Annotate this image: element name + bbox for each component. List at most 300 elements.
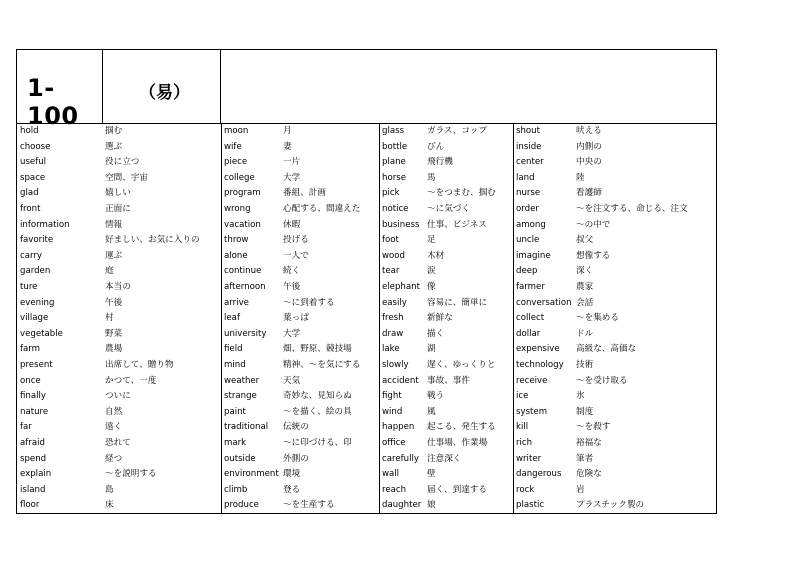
word-row bbox=[513, 296, 718, 312]
japanese-meaning: 看護師 bbox=[576, 188, 602, 199]
word-row bbox=[221, 483, 379, 499]
english-word: office bbox=[382, 438, 406, 448]
japanese-meaning: 嬉しい bbox=[105, 188, 131, 199]
english-word: field bbox=[224, 344, 243, 355]
word-row bbox=[513, 280, 718, 296]
english-word: glad bbox=[20, 188, 39, 199]
japanese-meaning: 一片 bbox=[283, 157, 301, 168]
japanese-meaning: 岩 bbox=[576, 484, 585, 495]
english-word: far bbox=[20, 422, 32, 433]
word-row bbox=[221, 405, 379, 421]
word-row bbox=[221, 140, 379, 156]
japanese-meaning: 飛行機 bbox=[427, 157, 453, 168]
word-row bbox=[221, 280, 379, 296]
word-row bbox=[513, 498, 718, 514]
english-word: village bbox=[20, 313, 49, 324]
english-word: vacation bbox=[224, 219, 261, 230]
word-row bbox=[17, 342, 221, 358]
english-word: spend bbox=[20, 453, 47, 464]
word-row bbox=[379, 124, 513, 140]
english-word: mind bbox=[224, 360, 246, 370]
english-word: wrong bbox=[224, 204, 251, 214]
japanese-meaning: かつて、一度 bbox=[105, 375, 157, 386]
english-word: produce bbox=[224, 500, 259, 511]
japanese-meaning: 起こる、発生する bbox=[427, 422, 496, 433]
word-row bbox=[17, 171, 221, 187]
japanese-meaning: 選ぶ bbox=[105, 141, 123, 152]
word-row bbox=[379, 405, 513, 421]
word-row bbox=[379, 389, 513, 405]
word-row bbox=[513, 311, 718, 327]
word-row bbox=[513, 202, 718, 218]
english-word: throw bbox=[224, 235, 249, 246]
word-row bbox=[221, 249, 379, 265]
japanese-meaning: 壁 bbox=[427, 469, 436, 480]
word-row bbox=[221, 311, 379, 327]
japanese-meaning: 伝統の bbox=[283, 422, 309, 433]
english-word: uncle bbox=[516, 235, 540, 246]
word-row bbox=[221, 327, 379, 343]
english-word: leaf bbox=[224, 313, 240, 324]
word-row bbox=[513, 405, 718, 421]
word-row bbox=[221, 296, 379, 312]
word-row bbox=[17, 249, 221, 265]
english-word: bottle bbox=[382, 141, 408, 152]
japanese-meaning: ～に気づく bbox=[427, 204, 470, 214]
english-word: hold bbox=[20, 126, 39, 136]
english-word: evening bbox=[20, 297, 55, 308]
japanese-meaning: 描く bbox=[427, 328, 445, 339]
vocabulary-sheet bbox=[16, 49, 717, 514]
english-word: ice bbox=[516, 391, 529, 402]
word-row bbox=[379, 498, 513, 514]
english-word: nature bbox=[20, 406, 49, 417]
english-word: imagine bbox=[516, 250, 551, 261]
english-word: carefully bbox=[382, 453, 419, 464]
japanese-meaning: 大学 bbox=[283, 328, 301, 339]
english-word: collect bbox=[516, 313, 545, 324]
japanese-meaning: 島 bbox=[105, 484, 114, 495]
word-row bbox=[17, 311, 221, 327]
english-word: notice bbox=[382, 204, 409, 214]
english-word: afternoon bbox=[224, 282, 266, 292]
english-word: horse bbox=[382, 172, 407, 183]
english-word: system bbox=[516, 406, 548, 417]
word-row bbox=[17, 155, 221, 171]
word-row bbox=[17, 358, 221, 374]
english-word: environment bbox=[224, 469, 279, 480]
word-row bbox=[513, 186, 718, 202]
english-word: wall bbox=[382, 469, 400, 480]
word-row bbox=[17, 374, 221, 390]
english-word: draw bbox=[382, 328, 404, 339]
word-row bbox=[513, 420, 718, 436]
japanese-meaning: 運ぶ bbox=[105, 250, 123, 261]
english-word: daughter bbox=[382, 500, 422, 511]
japanese-meaning: 想像する bbox=[576, 250, 611, 261]
word-row bbox=[379, 452, 513, 468]
japanese-meaning: ～を描く、絵の具 bbox=[283, 406, 352, 417]
japanese-meaning: 湖 bbox=[427, 344, 436, 355]
english-word: moon bbox=[224, 126, 249, 136]
japanese-meaning: 大学 bbox=[283, 172, 301, 183]
word-row bbox=[221, 124, 379, 140]
japanese-meaning: びん bbox=[427, 141, 445, 152]
word-row bbox=[221, 389, 379, 405]
english-word: once bbox=[20, 375, 41, 386]
word-row bbox=[221, 342, 379, 358]
english-word: dollar bbox=[516, 328, 541, 339]
english-word: kill bbox=[516, 422, 529, 433]
word-row bbox=[221, 467, 379, 483]
word-row bbox=[221, 264, 379, 280]
japanese-meaning: 自然 bbox=[105, 406, 123, 417]
english-word: university bbox=[224, 328, 267, 339]
english-word: program bbox=[224, 188, 261, 199]
english-word: shout bbox=[516, 126, 540, 136]
word-row bbox=[513, 389, 718, 405]
word-row bbox=[379, 186, 513, 202]
japanese-meaning: 娘 bbox=[427, 500, 436, 511]
english-word: present bbox=[20, 360, 53, 370]
word-row bbox=[379, 342, 513, 358]
word-row bbox=[221, 233, 379, 249]
japanese-meaning: ～を説明する bbox=[105, 469, 157, 480]
japanese-meaning: 深く bbox=[576, 266, 594, 277]
japanese-meaning: 会話 bbox=[576, 297, 594, 308]
word-row bbox=[513, 233, 718, 249]
japanese-meaning: 遅く、ゆっくりと bbox=[427, 360, 496, 370]
word-row bbox=[17, 202, 221, 218]
japanese-meaning: 畑、野原、競技場 bbox=[283, 344, 352, 355]
english-word: favorite bbox=[20, 235, 54, 246]
word-row bbox=[379, 218, 513, 234]
japanese-meaning: 奇妙な、見知らぬ bbox=[283, 391, 352, 402]
japanese-meaning: ガラス、コップ bbox=[427, 126, 487, 136]
word-row bbox=[17, 483, 221, 499]
word-row bbox=[17, 186, 221, 202]
english-word: slowly bbox=[382, 360, 409, 370]
word-row bbox=[17, 264, 221, 280]
japanese-meaning: 正面に bbox=[105, 204, 131, 214]
japanese-meaning: ～を生産する bbox=[283, 500, 335, 511]
english-word: wood bbox=[382, 250, 405, 261]
japanese-meaning: 続く bbox=[283, 266, 301, 277]
english-word: fresh bbox=[382, 313, 404, 324]
japanese-meaning: 仕事、ビジネス bbox=[427, 219, 487, 230]
word-row bbox=[17, 280, 221, 296]
japanese-meaning: 仕事場、作業場 bbox=[427, 438, 488, 448]
japanese-meaning: 高級な、高価な bbox=[576, 344, 637, 355]
english-word: elephant bbox=[382, 282, 420, 292]
japanese-meaning: 制度 bbox=[576, 406, 594, 417]
english-word: traditional bbox=[224, 422, 269, 433]
word-row bbox=[513, 124, 718, 140]
word-row bbox=[221, 186, 379, 202]
english-word: land bbox=[516, 172, 535, 183]
english-word: alone bbox=[224, 250, 248, 261]
japanese-meaning: 精神、～を気にする bbox=[283, 360, 361, 370]
english-word: space bbox=[20, 172, 46, 183]
japanese-meaning: ドル bbox=[576, 328, 594, 339]
japanese-meaning: 吠える bbox=[576, 126, 602, 136]
word-row bbox=[17, 436, 221, 452]
word-row bbox=[17, 140, 221, 156]
japanese-meaning: 危険な bbox=[576, 469, 602, 480]
english-word: continue bbox=[224, 266, 262, 277]
english-word: information bbox=[20, 219, 70, 230]
english-word: conversation bbox=[516, 297, 572, 308]
word-row bbox=[513, 483, 718, 499]
japanese-meaning: 葉っぱ bbox=[283, 313, 309, 324]
japanese-meaning: ～を集める bbox=[576, 313, 619, 324]
english-word: wind bbox=[382, 406, 403, 417]
japanese-meaning: 筆者 bbox=[576, 453, 594, 464]
japanese-meaning: 戦う bbox=[427, 391, 445, 402]
english-word: plastic bbox=[516, 500, 545, 511]
english-word: wife bbox=[224, 141, 242, 152]
word-row bbox=[513, 155, 718, 171]
japanese-meaning: プラスチック製の bbox=[576, 500, 645, 511]
word-row bbox=[513, 171, 718, 187]
japanese-meaning: 叔父 bbox=[576, 235, 594, 246]
word-row bbox=[379, 358, 513, 374]
blank-header-cell bbox=[221, 50, 716, 123]
english-word: climb bbox=[224, 484, 248, 495]
word-row bbox=[17, 452, 221, 468]
word-row bbox=[513, 452, 718, 468]
japanese-meaning: ～を受け取る bbox=[576, 375, 628, 386]
japanese-meaning: 中央の bbox=[576, 157, 602, 168]
english-word: outside bbox=[224, 453, 256, 464]
word-row bbox=[221, 374, 379, 390]
japanese-meaning: ついに bbox=[105, 391, 131, 402]
japanese-meaning: 床 bbox=[105, 500, 114, 511]
word-row bbox=[379, 374, 513, 390]
word-row bbox=[221, 155, 379, 171]
japanese-meaning: 遠く bbox=[105, 422, 123, 433]
level-cell bbox=[103, 50, 221, 123]
japanese-meaning: 涙 bbox=[427, 266, 436, 277]
word-row bbox=[17, 124, 221, 140]
word-row bbox=[379, 249, 513, 265]
english-word: tear bbox=[382, 266, 400, 277]
japanese-meaning: 像 bbox=[427, 282, 436, 292]
japanese-meaning: 経つ bbox=[105, 453, 123, 464]
word-row bbox=[513, 218, 718, 234]
english-word: lake bbox=[382, 344, 400, 355]
japanese-meaning: 風 bbox=[427, 406, 436, 417]
word-row bbox=[221, 358, 379, 374]
word-row bbox=[513, 342, 718, 358]
english-word: finally bbox=[20, 391, 46, 402]
word-row bbox=[379, 264, 513, 280]
japanese-meaning: 妻 bbox=[283, 141, 292, 152]
word-row bbox=[221, 420, 379, 436]
word-row bbox=[17, 296, 221, 312]
english-word: easily bbox=[382, 297, 407, 308]
japanese-meaning: ～に到着する bbox=[283, 297, 335, 308]
word-row bbox=[17, 327, 221, 343]
english-word: arrive bbox=[224, 297, 249, 308]
japanese-meaning: 注意深く bbox=[427, 453, 462, 464]
range-cell bbox=[17, 50, 103, 130]
english-word: rich bbox=[516, 438, 533, 448]
word-row bbox=[379, 483, 513, 499]
english-word: glass bbox=[382, 126, 405, 136]
english-word: garden bbox=[20, 266, 51, 277]
english-word: farmer bbox=[516, 282, 545, 292]
japanese-meaning: 役に立つ bbox=[105, 157, 140, 168]
english-word: college bbox=[224, 172, 255, 183]
word-row bbox=[513, 467, 718, 483]
japanese-meaning: ～に印づける、印 bbox=[283, 438, 352, 448]
word-row bbox=[513, 249, 718, 265]
level-label: （易） bbox=[139, 83, 190, 103]
japanese-meaning: 新鮮な bbox=[427, 313, 453, 324]
japanese-meaning: 本当の bbox=[105, 282, 131, 292]
japanese-meaning: 内側の bbox=[576, 141, 602, 152]
english-word: inside bbox=[516, 141, 542, 152]
japanese-meaning: 野菜 bbox=[105, 328, 123, 339]
english-word: strange bbox=[224, 391, 257, 402]
word-row bbox=[17, 389, 221, 405]
word-column-2 bbox=[221, 124, 379, 514]
word-row bbox=[17, 405, 221, 421]
japanese-meaning: 午後 bbox=[105, 297, 123, 308]
japanese-meaning: 掴む bbox=[105, 126, 123, 136]
sheet-header bbox=[17, 50, 716, 130]
japanese-meaning: 休暇 bbox=[283, 219, 301, 230]
word-column-1 bbox=[17, 124, 221, 514]
english-word: foot bbox=[382, 235, 399, 246]
japanese-meaning: 農場 bbox=[105, 344, 123, 355]
english-word: reach bbox=[382, 484, 407, 495]
word-row bbox=[221, 452, 379, 468]
word-row bbox=[379, 436, 513, 452]
english-word: farm bbox=[20, 344, 41, 355]
japanese-meaning: 出席して、贈り物 bbox=[105, 360, 174, 370]
english-word: paint bbox=[224, 406, 246, 417]
japanese-meaning: 木材 bbox=[427, 250, 445, 261]
japanese-meaning: 馬 bbox=[427, 172, 436, 183]
japanese-meaning: 恐れて bbox=[105, 438, 131, 448]
english-word: carry bbox=[20, 250, 42, 261]
japanese-meaning: 事故、事件 bbox=[427, 375, 470, 386]
english-word: useful bbox=[20, 157, 47, 168]
word-row bbox=[221, 171, 379, 187]
word-row bbox=[221, 498, 379, 514]
word-row bbox=[379, 467, 513, 483]
english-word: pick bbox=[382, 188, 400, 199]
range-label: 1-100 bbox=[27, 74, 79, 130]
japanese-meaning: 登る bbox=[283, 484, 301, 495]
japanese-meaning: 庭 bbox=[105, 266, 114, 277]
vocabulary-grid bbox=[17, 124, 716, 514]
english-word: deep bbox=[516, 266, 538, 277]
japanese-meaning: 裕福な bbox=[576, 438, 602, 448]
english-word: nurse bbox=[516, 188, 541, 199]
word-row bbox=[513, 436, 718, 452]
japanese-meaning: 一人で bbox=[283, 250, 309, 261]
english-word: business bbox=[382, 219, 420, 230]
word-row bbox=[379, 420, 513, 436]
english-word: weather bbox=[224, 375, 260, 386]
japanese-meaning: 番組、計画 bbox=[283, 188, 326, 199]
english-word: vegetable bbox=[20, 328, 63, 339]
english-word: rock bbox=[516, 484, 535, 495]
word-row bbox=[379, 171, 513, 187]
english-word: receive bbox=[516, 375, 548, 386]
english-word: expensive bbox=[516, 344, 560, 355]
english-word: front bbox=[20, 204, 41, 214]
word-row bbox=[379, 311, 513, 327]
word-row bbox=[379, 280, 513, 296]
word-row bbox=[379, 233, 513, 249]
word-row bbox=[513, 140, 718, 156]
english-word: explain bbox=[20, 469, 52, 480]
english-word: plane bbox=[382, 157, 406, 168]
word-row bbox=[513, 327, 718, 343]
english-word: choose bbox=[20, 141, 51, 152]
english-word: piece bbox=[224, 157, 248, 168]
english-word: among bbox=[516, 219, 546, 230]
japanese-meaning: 届く、到達する bbox=[427, 484, 487, 495]
japanese-meaning: 情報 bbox=[105, 219, 123, 230]
japanese-meaning: 心配する、間違えた bbox=[283, 204, 361, 214]
english-word: fight bbox=[382, 391, 402, 402]
japanese-meaning: ～を殺す bbox=[576, 422, 611, 433]
word-row bbox=[17, 218, 221, 234]
japanese-meaning: ～を注文する、命じる、注文 bbox=[576, 204, 688, 214]
word-row bbox=[221, 436, 379, 452]
japanese-meaning: 容易に、簡単に bbox=[427, 297, 488, 308]
word-row bbox=[513, 358, 718, 374]
english-word: mark bbox=[224, 438, 247, 448]
japanese-meaning: 月 bbox=[283, 126, 292, 136]
japanese-meaning: ～の中で bbox=[576, 219, 611, 230]
japanese-meaning: 農家 bbox=[576, 282, 594, 292]
word-row bbox=[513, 264, 718, 280]
word-row bbox=[379, 202, 513, 218]
japanese-meaning: 好ましい、お気に入りの bbox=[105, 235, 200, 246]
english-word: accident bbox=[382, 375, 419, 386]
japanese-meaning: 空間、宇宙 bbox=[105, 172, 148, 183]
word-row bbox=[379, 155, 513, 171]
word-row bbox=[379, 296, 513, 312]
word-column-4 bbox=[513, 124, 718, 514]
english-word: dangerous bbox=[516, 469, 562, 480]
japanese-meaning: 陸 bbox=[576, 172, 585, 183]
word-row bbox=[17, 420, 221, 436]
word-row bbox=[221, 202, 379, 218]
word-row bbox=[513, 374, 718, 390]
japanese-meaning: 投げる bbox=[283, 235, 309, 246]
japanese-meaning: ～をつまむ、掴む bbox=[427, 188, 496, 199]
english-word: floor bbox=[20, 500, 40, 511]
word-column-3 bbox=[379, 124, 513, 514]
english-word: technology bbox=[516, 360, 564, 370]
english-word: happen bbox=[382, 422, 415, 433]
japanese-meaning: 午後 bbox=[283, 282, 301, 292]
word-row bbox=[17, 233, 221, 249]
english-word: order bbox=[516, 204, 539, 214]
japanese-meaning: 技術 bbox=[576, 360, 594, 370]
word-row bbox=[17, 498, 221, 514]
word-row bbox=[17, 467, 221, 483]
word-row bbox=[379, 140, 513, 156]
word-row bbox=[221, 218, 379, 234]
